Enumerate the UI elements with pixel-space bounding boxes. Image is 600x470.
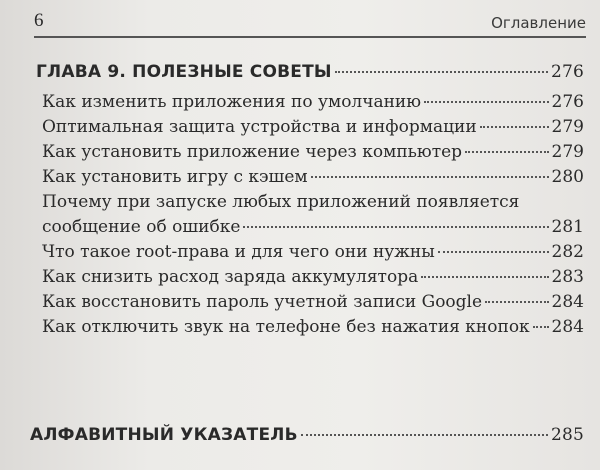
toc-entry-page: 281 — [551, 217, 584, 237]
toc-entry-multiline — [36, 190, 584, 240]
toc-entry-title: Что такое root-права и для чего они нужны — [42, 242, 435, 262]
toc-entry-title-line2: сообщение об ошибке — [42, 217, 241, 237]
toc-entry-page: 280 — [551, 167, 584, 187]
leader-dots — [465, 151, 548, 153]
toc-entry-title: Как восстановить пароль учетной записи Google — [42, 292, 483, 312]
page-number: 6 — [34, 10, 44, 31]
toc-entry-title: Как снизить расход заряда аккумулятора — [42, 267, 419, 287]
toc-entry-title: Как отключить звук на телефоне без нажатия кнопок — [42, 317, 530, 337]
toc-entry — [36, 240, 584, 265]
leader-dots — [438, 251, 549, 253]
index-title: АЛФАВИТНЫЙ УКАЗАТЕЛЬ — [30, 425, 298, 445]
toc-entry-page: 284 — [551, 292, 584, 312]
toc-entry — [36, 290, 584, 315]
toc-entry — [36, 315, 584, 340]
toc-index-section — [30, 423, 584, 453]
toc-entry — [36, 165, 584, 190]
toc-entry-title: Как изменить приложения по умолчанию — [42, 92, 422, 112]
leader-dots — [421, 276, 548, 278]
chapter-title: ГЛАВА 9. ПОЛЕЗНЫЕ СОВЕТЫ — [36, 62, 332, 82]
leader-dots — [424, 101, 548, 103]
leader-dots — [485, 301, 549, 303]
toc-entry — [36, 90, 584, 115]
running-title: Оглавление — [491, 14, 586, 32]
toc-entry-title: Оптимальная защита устройства и информации — [42, 117, 477, 137]
toc-chapter-heading — [36, 60, 584, 85]
toc-entry-title: Как установить приложение через компьютер — [42, 142, 463, 162]
toc-index-heading — [30, 423, 584, 448]
toc-entry-page: 282 — [551, 242, 584, 262]
index-page: 285 — [550, 425, 584, 445]
leader-dots — [243, 226, 548, 228]
chapter-page: 276 — [550, 62, 584, 82]
toc-entry-title: Как установить игру с кэшем — [42, 167, 308, 187]
toc-entry-page: 279 — [551, 117, 584, 137]
page-header — [34, 8, 586, 38]
leader-dots — [480, 126, 549, 128]
toc-entry — [36, 115, 584, 140]
table-of-contents — [36, 60, 584, 340]
toc-entry-page: 284 — [551, 317, 584, 337]
toc-entry-page: 283 — [551, 267, 584, 287]
leader-dots — [533, 326, 549, 328]
leader-dots — [301, 434, 548, 436]
toc-entry-title-line1: Почему при запуске любых приложений появляется — [42, 192, 520, 212]
toc-entry-page: 279 — [551, 142, 584, 162]
leader-dots — [335, 71, 548, 73]
toc-entry — [36, 265, 584, 290]
toc-entry — [36, 140, 584, 165]
leader-dots — [311, 176, 549, 178]
toc-entry-page: 276 — [551, 92, 584, 112]
